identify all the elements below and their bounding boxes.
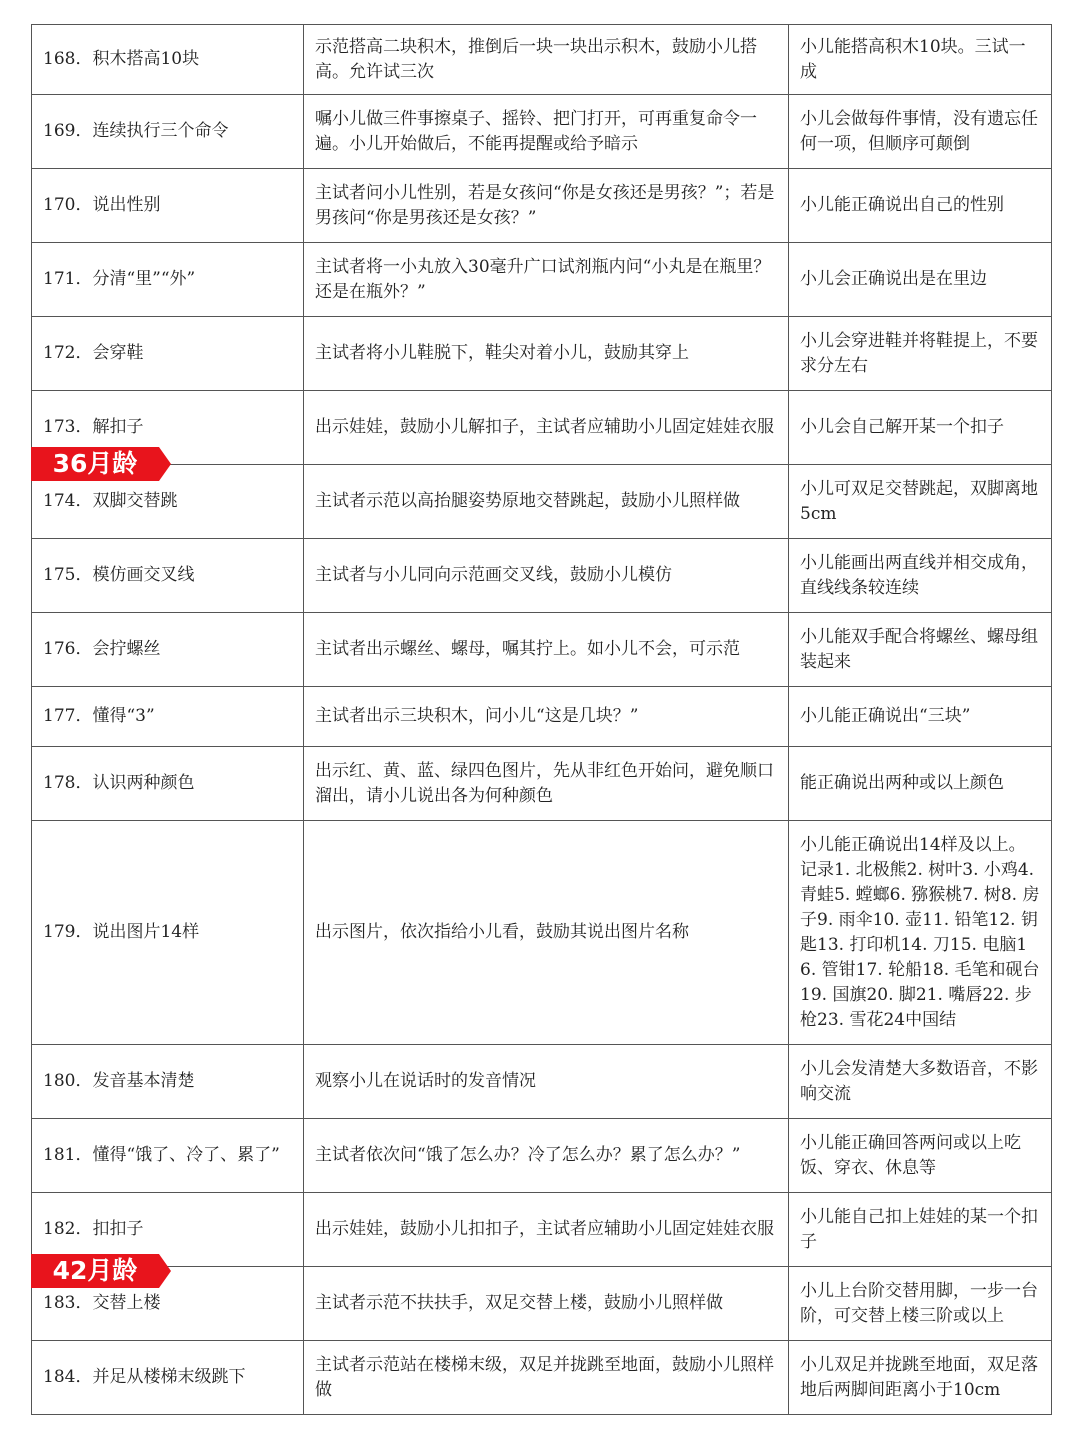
criteria-cell: 小儿上台阶交替用脚，一步一台阶，可交替上楼三阶或以上 [789,1267,1052,1341]
table-row [32,539,1052,613]
criteria-cell: 小儿会正确说出是在里边 [789,243,1052,317]
item-cell: 180．发音基本清楚 [32,1045,304,1119]
item-cell: 172．会穿鞋 [32,317,304,391]
item-cell: 181．懂得“饿了、冷了、累了” [32,1119,304,1193]
criteria-cell: 小儿可双足交替跳起，双脚离地5cm [789,465,1052,539]
table-row [32,391,1052,465]
method-cell: 主试者问小儿性别，若是女孩问“你是女孩还是男孩？”；若是男孩问“你是男孩还是女孩？” [304,169,789,243]
item-cell: 171．分清“里”“外” [32,243,304,317]
criteria-cell: 小儿能画出两直线并相交成角，直线线条较连续 [789,539,1052,613]
age-marker-36: 36月龄 [31,447,159,481]
table-row [32,1341,1052,1415]
table-row [32,821,1052,1045]
criteria-cell: 能正确说出两种或以上颜色 [789,747,1052,821]
criteria-cell: 小儿能正确说出“三块” [789,687,1052,747]
method-cell: 主试者将一小丸放入30毫升广口试剂瓶内问“小丸是在瓶里？还是在瓶外？” [304,243,789,317]
method-cell: 主试者示范以高抬腿姿势原地交替跳起，鼓励小儿照样做 [304,465,789,539]
criteria-cell: 小儿能正确说出14样及以上。记录1. 北极熊2. 树叶3. 小鸡4. 青蛙5. 螳螂6. 猕猴桃7. 树8. 房子9. 雨伞10. 壶11. 铅笔12. 钥匙13. 打印机14. 刀15. 电脑16. 管钳17. 轮船18. 毛笔和砚台19. 国旗20. 脚21. 嘴唇22. 步枪23. 雪花24中国结 [789,821,1052,1045]
method-cell: 出示娃娃，鼓励小儿解扣子，主试者应辅助小儿固定娃娃衣服 [304,391,789,465]
table-row [32,1193,1052,1267]
method-cell: 主试者依次问“饿了怎么办？冷了怎么办？累了怎么办？” [304,1119,789,1193]
table-row [32,613,1052,687]
table-row [32,169,1052,243]
method-cell: 主试者示范站在楼梯末级，双足并拢跳至地面，鼓励小儿照样做 [304,1341,789,1415]
item-cell: 178．认识两种颜色 [32,747,304,821]
method-cell: 出示图片，依次指给小儿看，鼓励其说出图片名称 [304,821,789,1045]
method-cell: 出示红、黄、蓝、绿四色图片，先从非红色开始问，避免顺口溜出，请小儿说出各为何种颜色 [304,747,789,821]
table-row [32,687,1052,747]
assessment-table [31,24,1052,1415]
item-cell: 174．双脚交替跳 [32,465,304,539]
item-cell: 175．模仿画交叉线 [32,539,304,613]
criteria-cell: 小儿能自己扣上娃娃的某一个扣子 [789,1193,1052,1267]
criteria-cell: 小儿会发清楚大多数语音，不影响交流 [789,1045,1052,1119]
table-row [32,747,1052,821]
table-row [32,243,1052,317]
method-cell: 出示娃娃，鼓励小儿扣扣子，主试者应辅助小儿固定娃娃衣服 [304,1193,789,1267]
criteria-cell: 小儿能双手配合将螺丝、螺母组装起来 [789,613,1052,687]
criteria-cell: 小儿能正确回答两问或以上吃饭、穿衣、休息等 [789,1119,1052,1193]
age-marker-42: 42月龄 [31,1254,159,1288]
criteria-cell: 小儿会自己解开某一个扣子 [789,391,1052,465]
table-row [32,1267,1052,1341]
item-cell: 169．连续执行三个命令 [32,95,304,169]
item-cell: 176．会拧螺丝 [32,613,304,687]
criteria-cell: 小儿能正确说出自己的性别 [789,169,1052,243]
method-cell: 主试者出示螺丝、螺母，嘱其拧上。如小儿不会，可示范 [304,613,789,687]
table-body [32,25,1052,1415]
table-row [32,317,1052,391]
criteria-cell: 小儿双足并拢跳至地面，双足落地后两脚间距离小于10cm [789,1341,1052,1415]
item-cell: 170．说出性别 [32,169,304,243]
method-cell: 示范搭高二块积木，推倒后一块一块出示积木，鼓励小儿搭高。允许试三次 [304,25,789,95]
method-cell: 主试者将小儿鞋脱下，鞋尖对着小儿，鼓励其穿上 [304,317,789,391]
table-row [32,465,1052,539]
item-cell: 183．交替上楼 [32,1267,304,1341]
item-cell: 177．懂得“3” [32,687,304,747]
criteria-cell: 小儿会做每件事情，没有遗忘任何一项，但顺序可颠倒 [789,95,1052,169]
item-cell: 184．并足从楼梯末级跳下 [32,1341,304,1415]
method-cell: 主试者示范不扶扶手，双足交替上楼，鼓励小儿照样做 [304,1267,789,1341]
item-cell: 168．积木搭高10块 [32,25,304,95]
method-cell: 观察小儿在说话时的发音情况 [304,1045,789,1119]
method-cell: 嘱小儿做三件事擦桌子、摇铃、把门打开，可再重复命令一遍。小儿开始做后，不能再提醒或给予暗示 [304,95,789,169]
item-cell: 179．说出图片14样 [32,821,304,1045]
criteria-cell: 小儿能搭高积木10块。三试一成 [789,25,1052,95]
criteria-cell: 小儿会穿进鞋并将鞋提上，不要求分左右 [789,317,1052,391]
table-row [32,1119,1052,1193]
table-row [32,25,1052,95]
method-cell: 主试者出示三块积木，问小儿“这是几块？” [304,687,789,747]
method-cell: 主试者与小儿同向示范画交叉线，鼓励小儿模仿 [304,539,789,613]
table-row [32,1045,1052,1119]
table-row [32,95,1052,169]
item-cell: 182．扣扣子 [32,1193,304,1267]
item-cell: 173．解扣子 [32,391,304,465]
